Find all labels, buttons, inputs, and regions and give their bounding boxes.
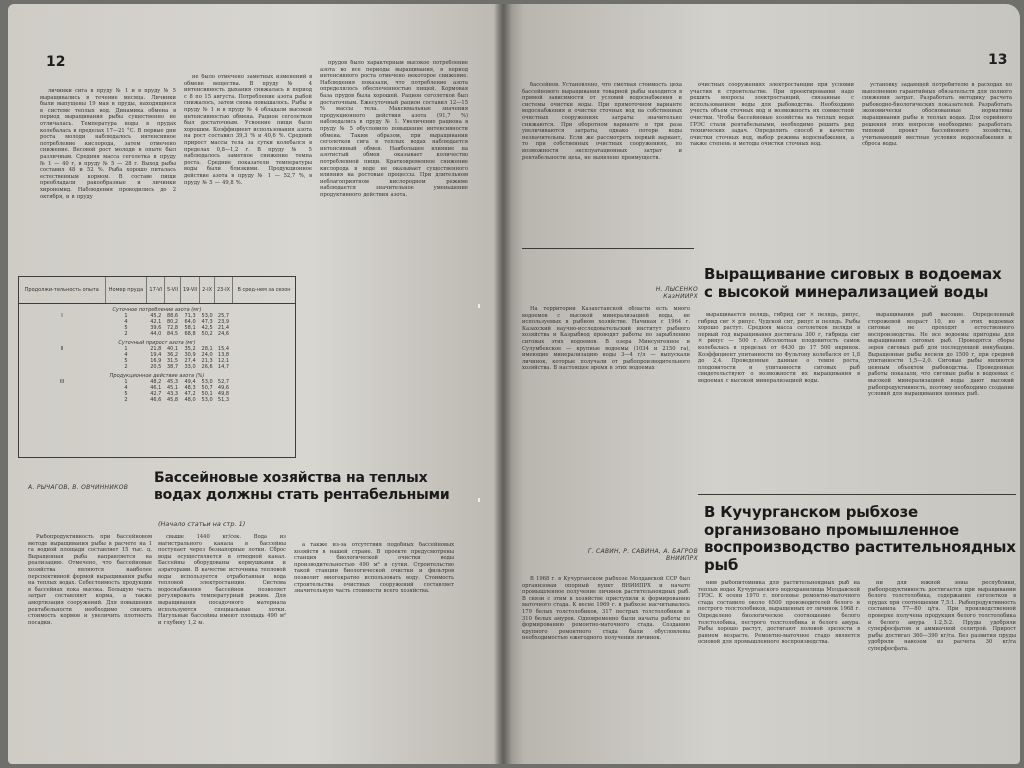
table-cell: 35,2 (184, 346, 196, 352)
table-cell: 16,9 (150, 358, 162, 364)
article4-col1-text: В 1968 г. в Кучурганском рыбхозе Молдавской ССР был организован опорный пункт ВНИИПРХ и начато промышленное получение личинок растительноядных рыб. В связи с этим в хозяйстве приступили к формированию маточного стада. К весне 1969 г. в рыбхозе насчитывалось 179 белых толстолобиков, 317 пестрых толстолобиков и 310 белых амуров. Одновременно были начаты работы по формированию ремонтно-маточного стада. Созданию крупного ремонтного стада были обусловлены необходимостью ежегодного получения личинок. (522, 576, 690, 642)
table-cell: I (61, 313, 63, 319)
table-cell: 46,1 (150, 385, 162, 391)
article4-col3-text: ни для южной зоны республики, рыбопродуктивность достигается при выращивании белого толстолобика, содержание сеголетков в прудах при соотношении 7,5:1. Рыбопродуктивность составила 77—80 ц/га. При производственной проверке получена продукция белого толстолобика и белого амура 1:2,5:2. Пруды удобряли суперфосфатом и аммиачной селитрой. Прирост рыбы достигал 360—390 кг/га. Без развития пруды удобряли навозом из расчета 30 кг/га суперфосфата. (868, 580, 1016, 652)
table-cell: 12,1 (217, 358, 230, 364)
table-cell: 48,3 (184, 385, 196, 391)
table-cell: 19,4 (150, 352, 162, 358)
table-cell: 53,0 (201, 397, 213, 403)
table-cell: 45,1 (166, 385, 179, 391)
section-rule (522, 248, 694, 249)
table-cell: 13,8 (217, 352, 230, 358)
table-cell: 80,2 (166, 319, 179, 325)
table-cell: 49,4 (184, 379, 196, 385)
table-header-cell: В сред-нем за сезон (233, 277, 295, 304)
article2-continuation-note: (Начало статьи на стр. 1) (158, 520, 246, 528)
table-cell: 43,3 (166, 391, 179, 397)
table-cell: II (60, 346, 64, 352)
page-number-left: 12 (46, 54, 66, 70)
table-cell: 49,8 (217, 391, 230, 397)
left-col3-text: прудов было характерным высокое потребление азота во все периоды выращивания, в период интенсивного роста отмечено некоторое снижение. Наблюдения показали, что потребление азота определялось обеспеченностью пищей. Кормовая база прудов была хорошей. Рацион сеголетков был достаточным. Ежесуточный рацион составил 12—15 % массы тела. Максимальные значения продукционного действия азота (91,7 %) наблюдались в пруду № 1. Увеличение рациона в пруду № 5 обусловило повышение интенсивности обмена. Таким образом, при выращивании сеголетков сига в теплых водах наблюдается интенсивный обмен. Наибольшее влияние на азотистый обмен оказывает количество потребленной пищи. Кратковременное снижение кислорода в воде не оказывает существенного влияния на ростовые процессы. При длительном неблагоприятном кислородном режиме наблюдается значительное уменьшение продуктивного действия азота. (320, 60, 468, 198)
table-header-cell: 2-IX (200, 277, 215, 304)
left-col1-text: личинки сига в пруду № 1 и в пруду № 5 выращивались в течение месяца. Личинки были выпущены 19 мая в пруды, находящиеся в системе теплых вод. Динамика обмена в период выращивания рыбы существенно не отличалась. Температура воды в прудах колебалась в пределах 17—21 °С. В первые дни роста молоди наблюдалось интенсивное потребление кислорода, затем отмечено снижение. Весовой рост молоди в опыте был различным. Средняя масса сеголетка в пруду № 1 — 40 г, в пруду № 5 — 28 г. Выход рыбы составил 48 и 52 %. Рыба хорошо питалась естественным кормом. В составе пищи преобладали ракообразные и личинки хирономид. Наблюдения проводились до 2 октября, и в пруду (40, 88, 176, 200)
table-cell: 42,7 (150, 391, 162, 397)
table-row (19, 397, 295, 403)
article3-authors: Н. ЛЫСЕНКО КазНИИРХ (655, 286, 698, 300)
table-cell: 71,3 (184, 313, 196, 319)
table-cell: 42,1 (150, 319, 162, 325)
right-page (508, 4, 1020, 764)
article4-headline: В Кучурганском рыбхозе организовано промышленное воспроизводство растительноядных рыб (704, 503, 1016, 575)
table-cell: 84,5 (166, 331, 179, 337)
table-cell: 58,1 (184, 325, 196, 331)
article3-headline: Выращивание сиговых в водоемах с высокой минерализацией воды (704, 265, 1002, 301)
table-cell: 4 (124, 385, 128, 391)
table-cell: 48,2 (150, 379, 162, 385)
table-cell: 4 (124, 352, 128, 358)
table-cell: 4 (124, 319, 128, 325)
table-header-cell: 17-VI (147, 277, 165, 304)
table-cell: 53,0 (201, 379, 213, 385)
table-cell: 1 (124, 379, 128, 385)
table-section-caption (19, 337, 295, 346)
page-number-right: 13 (988, 52, 1008, 68)
table-cell: 50,7 (201, 385, 213, 391)
table-cell: 46,6 (150, 397, 162, 403)
table-cell: 47,2 (184, 391, 196, 397)
table-cell: 39,6 (150, 325, 162, 331)
table-cell: 26,6 (201, 364, 213, 370)
article2-col1-text: Рыбопродуктивность при бассейновом методе выращивания рыбы в расчете на 1 га водной площади составляет 15 тыс. ц. Выращенная рыба направляется на реализацию. Отмечено, что бассейновые хозяйства являются наиболее перспективной формой выращивания рыбы на теплых водах. Себестоимость продукции в бассейнах пока высока. Большую часть затрат составляют корма, а также амортизация сооружений. Для повышения рентабельности необходимо снизить стоимость кормов и увеличить плотность посадки. (28, 534, 152, 626)
table-cell: 25,7 (217, 313, 230, 319)
article2-col2-text: свыше 1440 кг/сек. Вода из магистрального канала в бассейны поступает через безнапорные лотки. Сброс воды осуществляется в отводной канал. Бассейны оборудованы кормушками и аэраторами. В качестве источника тепловой воды используется отработанная вода тепловой электростанции. Система водоснабжения бассейнов позволяет регулировать температурный режим. Для выращивания посадочного материала используются специальные лотки. Нагульные бассейны имеют площадь 490 м² и глубину 1,2 м. (158, 534, 286, 626)
table-cell: 72,8 (166, 325, 179, 331)
table-cell: 21,4 (217, 325, 230, 331)
binding-staple (478, 498, 480, 502)
table-cell: 49,6 (217, 385, 230, 391)
table-header-cell: Номер пруда (105, 277, 147, 304)
table-header-cell: 5-VII (165, 277, 181, 304)
table-cell: 51,3 (217, 397, 230, 403)
table-cell: 48,0 (184, 397, 196, 403)
table-cell: 45,3 (166, 379, 179, 385)
table-cell: 47,3 (201, 319, 213, 325)
table-cell: 2 (124, 331, 128, 337)
table-cell (19, 397, 105, 403)
table-cell: III (59, 379, 65, 385)
table-cell: 21,8 (150, 346, 162, 352)
table-cell: 88,6 (166, 313, 179, 319)
table-cell: 33,0 (184, 364, 196, 370)
article3-col3-text: выращивания рыб высокие. Определенный сторожевой возраст 10, но в этих водоемах сиговые не проходят естественного воспроизводства. Не все водоемы пригодны для выращивания сиговых рыб. Проводятся сборы зерен сиговых рыб для последующей инкубации. Выращенные рыбы весили до 1500 г, при средней упитанности 1,5—2,0. Сиговые рыбы являются ценным объектом рыбоводства. Проведенные работы показали, что сиговые рыбы в водоемах с высокой минерализацией воды дают высокий рыбопродуктивность, поэтому необходимо создание условий для выращивания ценных рыб. (868, 312, 1014, 398)
article3-col1-text: На территории Казахстанской области есть много водоемов с высокой минерализацией воды, не используемых в рыбном хозяйстве. Начиная с 1964 г. Казахский научно-исследовательский институт рыбного хозяйства и Казрыбвод проводят работы по зарыблению сиговых этих водоемов. В озера Минсунгенное и Сулумбекское — крупные водоемы (1034 и 2150 га), имеющие минерализацию воды 3—4 г/л — выпускали личинок, которые получали от рыбопроизводительного хозяйства. В настоящее время в этих водоемах (522, 306, 690, 372)
table-cell: 45,2 (150, 313, 162, 319)
table-cell: 50,2 (201, 331, 213, 337)
table-caption-cell: Продукционное действие азота (%) (109, 373, 205, 379)
article2-headline: Бассейновые хозяйства на теплых водах должны стать рентабельными (154, 470, 450, 503)
table-cell: 52,7 (217, 379, 230, 385)
table-cell: 14,7 (217, 364, 230, 370)
table-cell: 24,6 (217, 331, 230, 337)
table-cell: 5 (124, 325, 128, 331)
table-section-caption (19, 304, 295, 314)
table-header-cell: 23-IX (214, 277, 232, 304)
table-cell: 23,9 (217, 319, 230, 325)
table-header-row (19, 277, 295, 304)
right-top-col3-text: установку задающей потребителю в расходах по выполнению гарантийных обязательств для полного снижения затрат. Разработать методику расчета рыбоводно-биологических показателей. Разработать экономически обоснованные нормативы выращивания рыбы в теплых водах. Для серийного решения этих вопросов необходимо: разработать типовой проект бассейнового хозяйства, учитывающий местные условия водоснабжения и сброса воды. (862, 82, 1012, 148)
table-cell: 2 (124, 397, 128, 403)
table-cell: 44,0 (150, 331, 162, 337)
table-cell: 38,7 (166, 364, 179, 370)
table-cell: 53,0 (201, 313, 213, 319)
article4-authors: Г. САВИН, Р. САВИНА, А. БАГРОВ ВНИИПРХ (587, 548, 698, 562)
right-top-col2-text: очистных сооружениях электростанции при условии участия в строительстве. При проектировании надо решить вопросы электростанций, связанные с использованием воды для рыбоводства. Необходимо учесть объем сточных вод и возможность их совместной очистки. Чтобы бассейновые хозяйства на теплых водах ГРЭС стали рентабельными, необходимо решить ряд технических задач. Определить способ и качество очистки сточных вод, выбор режима водоснабжения, а также степень и методы очистки сточных вод. (690, 82, 854, 148)
table-header-cell: Продолжи-тельность опыта (19, 277, 105, 304)
table-cell: 68,8 (184, 331, 196, 337)
left-page (8, 4, 498, 764)
table-cell: 50,1 (201, 391, 213, 397)
section-rule (698, 494, 1016, 495)
table-header-cell: 19-VII (180, 277, 199, 304)
table-caption-cell: Суточный прирост азота (мг) (118, 340, 196, 346)
table-cell: 20,5 (150, 364, 162, 370)
table-cell: 1 (124, 346, 128, 352)
article3-col2-text: выращивается пелядь, гибрид сиг × пелядь, рипус, гибрид сиг × рипус. Чудской сиг, рипус и пелядь. Рыбы хорошо растут. Средняя масса сеголетков пеляди в первый год выращивания достигала 300 г, гибрида сиг × рипус — 500 г. Абсолютная плодовитость самок колебалась в пределах от 6430 до 17 500 икринок. Коэффициент упитанности по Фультону колебался от 1,8 до 2,4. Проведенные данные о темпе роста, плодовитости и упитанности сиговых рыб свидетельствуют о возможности их выращивания в водоемах с высокой минерализацией воды. (698, 312, 860, 384)
table-cell: 24,0 (201, 352, 213, 358)
table-cell: 64,0 (184, 319, 196, 325)
table-cell: 30,9 (184, 352, 196, 358)
table-cell: 31,5 (166, 358, 179, 364)
article2-col3-text: а также из-за отсутствия подобных бассейновых хозяйств в нашей стране. В проекте предусмотрены станция биологической очистки воды производительностью 490 м³ в сутки. Строительство такой станции биологической очистки и фильтров позволит многократно использовать воду. Стоимость строительства очистных сооружений составляет значительную часть стоимости всего хозяйства. (294, 542, 454, 595)
article4-col2-text: ним рыбопитомника для растительноядных рыб на теплых водах Кучурганского водохранилища Молдавской ГРЭС. К осени 1970 г. поголовье ремонтно-маточного стада составило около 6500 производителей белого и пестрого толстолобиков, выращенных от личинок 1968 г. Определено биологическое соотношение белого толстолобика, пестрого толстолобика и белого амура. Рыбы хорошо растут, достигают половой зрелости в раннем возрасте. Ремонтно-маточное стадо является основой для промышленного воспроизводства. (698, 580, 860, 646)
table-cell: 36,2 (166, 352, 179, 358)
table-cell: 28,1 (201, 346, 213, 352)
table-caption-cell: Суточное потребление азота (мг) (112, 307, 202, 313)
table-cell: 5 (124, 391, 128, 397)
table-cell: 1 (124, 313, 128, 319)
table-cell: 2 (124, 364, 128, 370)
table-cell: 21,3 (201, 358, 213, 364)
table-cell: 27,4 (184, 358, 196, 364)
nitrogen-table (18, 276, 296, 458)
article2-authors: А. РЫЧАГОВ, В. ОВЧИННИКОВ (28, 484, 129, 491)
table-cell: 45,8 (166, 397, 179, 403)
table-cell: 15,4 (217, 346, 230, 352)
table-cell: 5 (124, 358, 128, 364)
binding-staple (478, 304, 480, 308)
table-section-caption (19, 370, 295, 379)
left-col2-text: не было отмечено заметных изменений в обмене вещества. В пруду № 4 интенсивность дыхания снижалась в период с 8 по 15 августа. Потребление азота рыбой снижалось, затем снова повышалось. Рыбы в пруду № 1 и в пруду № 4 обладали высокой интенсивностью обмена. Рацион сеголетков был достаточным. Усвоение пищи было хорошим. Коэффициент использования азота на рост составил 39,3 % и 40,6 %. Средний прирост массы тела за сутки колебался в пределах 0,8—1,2 г. В пруду № 5 наблюдалось заметное снижение темпа роста. Средние показатели температуры воды были близкими. Продукционное действие азота в пруду № 1 — 52,7 %, в пруду № 5 — 49,8 %. (184, 74, 312, 186)
table-cell: 40,1 (166, 346, 179, 352)
table-cell: 42,5 (201, 325, 213, 331)
magazine-spread (8, 4, 1020, 764)
right-top-col1-text: бассейнов. Установлено, что сметная стоимость цеха бассейнового выращивания товарной рыбы находится в прямой зависимости от условий водоснабжения и системы очистки воды. При прямоточном варианте водоснабжения и очистке сточных вод на собственных очистных сооружениях затраты значительно снижаются. При оборотном варианте в три раза увеличиваются затраты, однако потери воды незначительны. Если же рассмотреть первый вариант, то при собственных очистных сооружениях, по возможности эксплуатационных затрат и рентабельности цеха, не выявлено преимуществ. (522, 82, 682, 161)
